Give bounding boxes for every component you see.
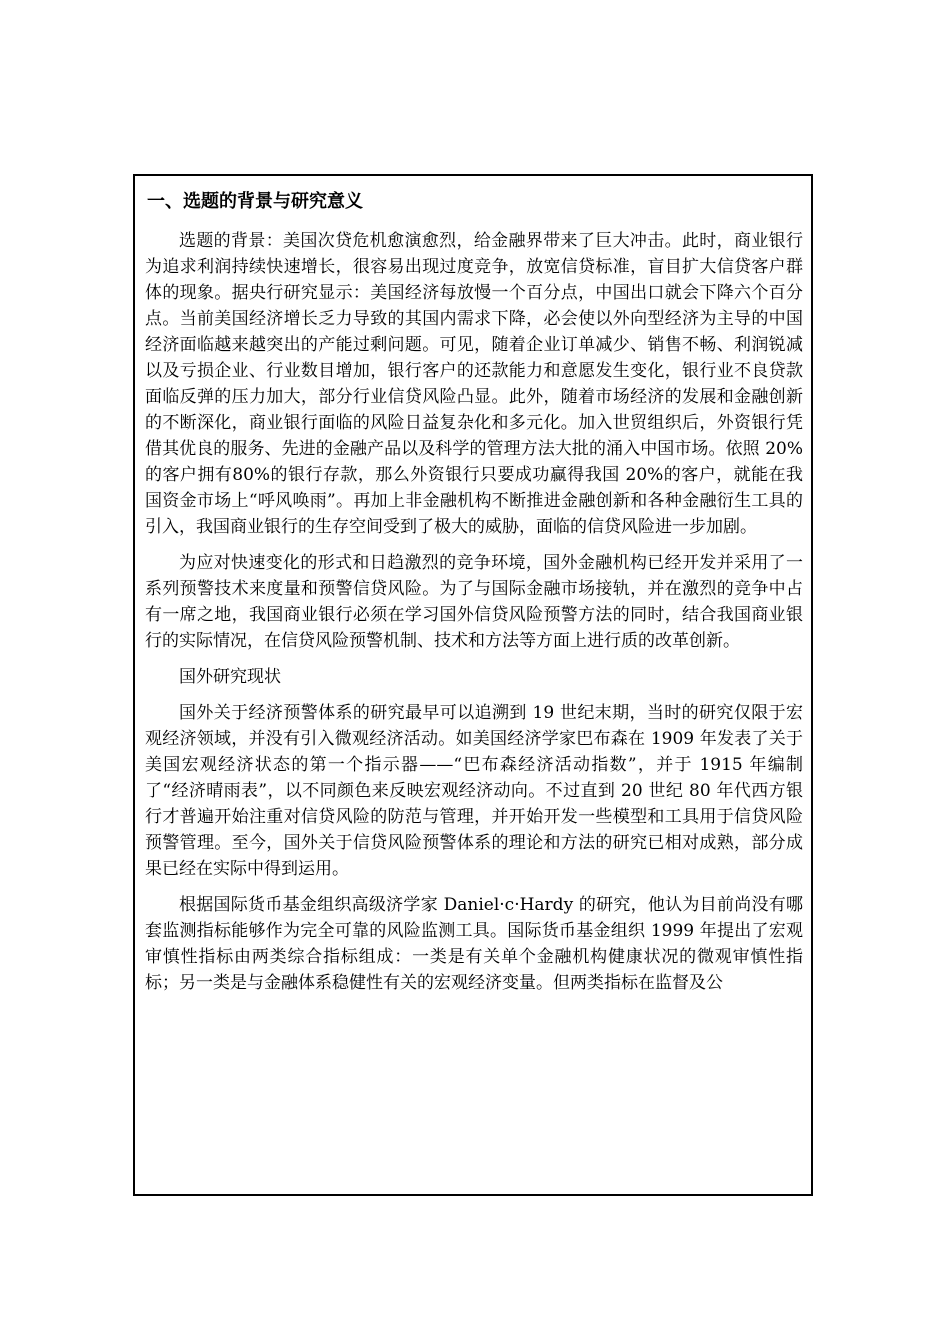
- paragraph-background: 选题的背景：美国次贷危机愈演愈烈，给金融界带来了巨大冲击。此时，商业银行为追求利润持续快速增长，很容易出现过度竞争，放宽信贷标准，盲目扩大信贷客户群体的现象。据央行研究显示：美国经济每放慢一个百分点，中国出口就会下降六个百分点。当前美国经济增长乏力导致的其国内需求下降，必会使以外向型经济为主导的中国经济面临越来越突出的产能过剩问题。可见，随着企业订单减少、销售不畅、利润锐减以及亏损企业、行业数目增加，银行客户的还款能力和意愿发生变化，银行业不良贷款面临反弹的压力加大，部分行业信贷风险凸显。此外，随着市场经济的发展和金融创新的不断深化，商业银行面临的风险日益复杂化和多元化。加入世贸组织后，外资银行凭借其优良的服务、先进的金融产品以及科学的管理方法大批的涌入中国市场。依照 20%的客户拥有80%的银行存款，那么外资银行只要成功赢得我国 20%的客户，就能在我国资金市场上“呼风唤雨”。再加上非金融机构不断推进金融创新和各种金融衍生工具的引入，我国商业银行的生存空间受到了极大的威胁，面临的信贷风险进一步加剧。: [145, 231, 803, 537]
- paragraph-history: 国外关于经济预警体系的研究最早可以追溯到 19 世纪末期，当时的研究仅限于宏观经济领域，并没有引入微观经济活动。如美国经济学家巴布森在 1909 年发表了关于美国宏观经济状态的第一个指示器——“巴布森经济活动指数”，并于 1915 年编制了“经济晴雨表”，以不同颜色来反映宏观经济动向。不过直到 20 世纪 80 年代西方银行才普遍开始注重对信贷风险的防范与管理，并开始开发一些模型和工具用于信贷风险预警管理。至今，国外关于信贷风险预警体系的理论和方法的研究已相对成熟，部分成果已经在实际中得到运用。: [145, 703, 803, 879]
- paragraph-response: 为应对快速变化的形式和日趋激烈的竞争环境，国外金融机构已经开发并采用了一系列预警技术来度量和预警信贷风险。为了与国际金融市场接轨，并在激烈的竞争中占有一席之地，我国商业银行必须在学习国外信贷风险预警方法的同时，结合我国商业银行的实际情况，在信贷风险预警机制、技术和方法等方面上进行质的改革创新。: [145, 553, 803, 651]
- content-box: [133, 174, 813, 1196]
- section-heading: 一、选题的背景与研究意义: [147, 191, 363, 212]
- subheading-foreign-research: 国外研究现状: [179, 667, 281, 687]
- paragraph-imf: 根据国际货币基金组织高级济学家 Daniel·c·Hardy 的研究，他认为目前尚没有哪套监测指标能够作为完全可靠的风险监测工具。国际货币基金组织 1999 年提出了宏观审慎性指标由两类综合指标组成：一类是有关单个金融机构健康状况的微观审慎性指标；另一类是与金融体系稳健性有关的宏观经济变量。但两类指标在监督及公: [145, 895, 803, 993]
- section-body: [145, 228, 803, 1006]
